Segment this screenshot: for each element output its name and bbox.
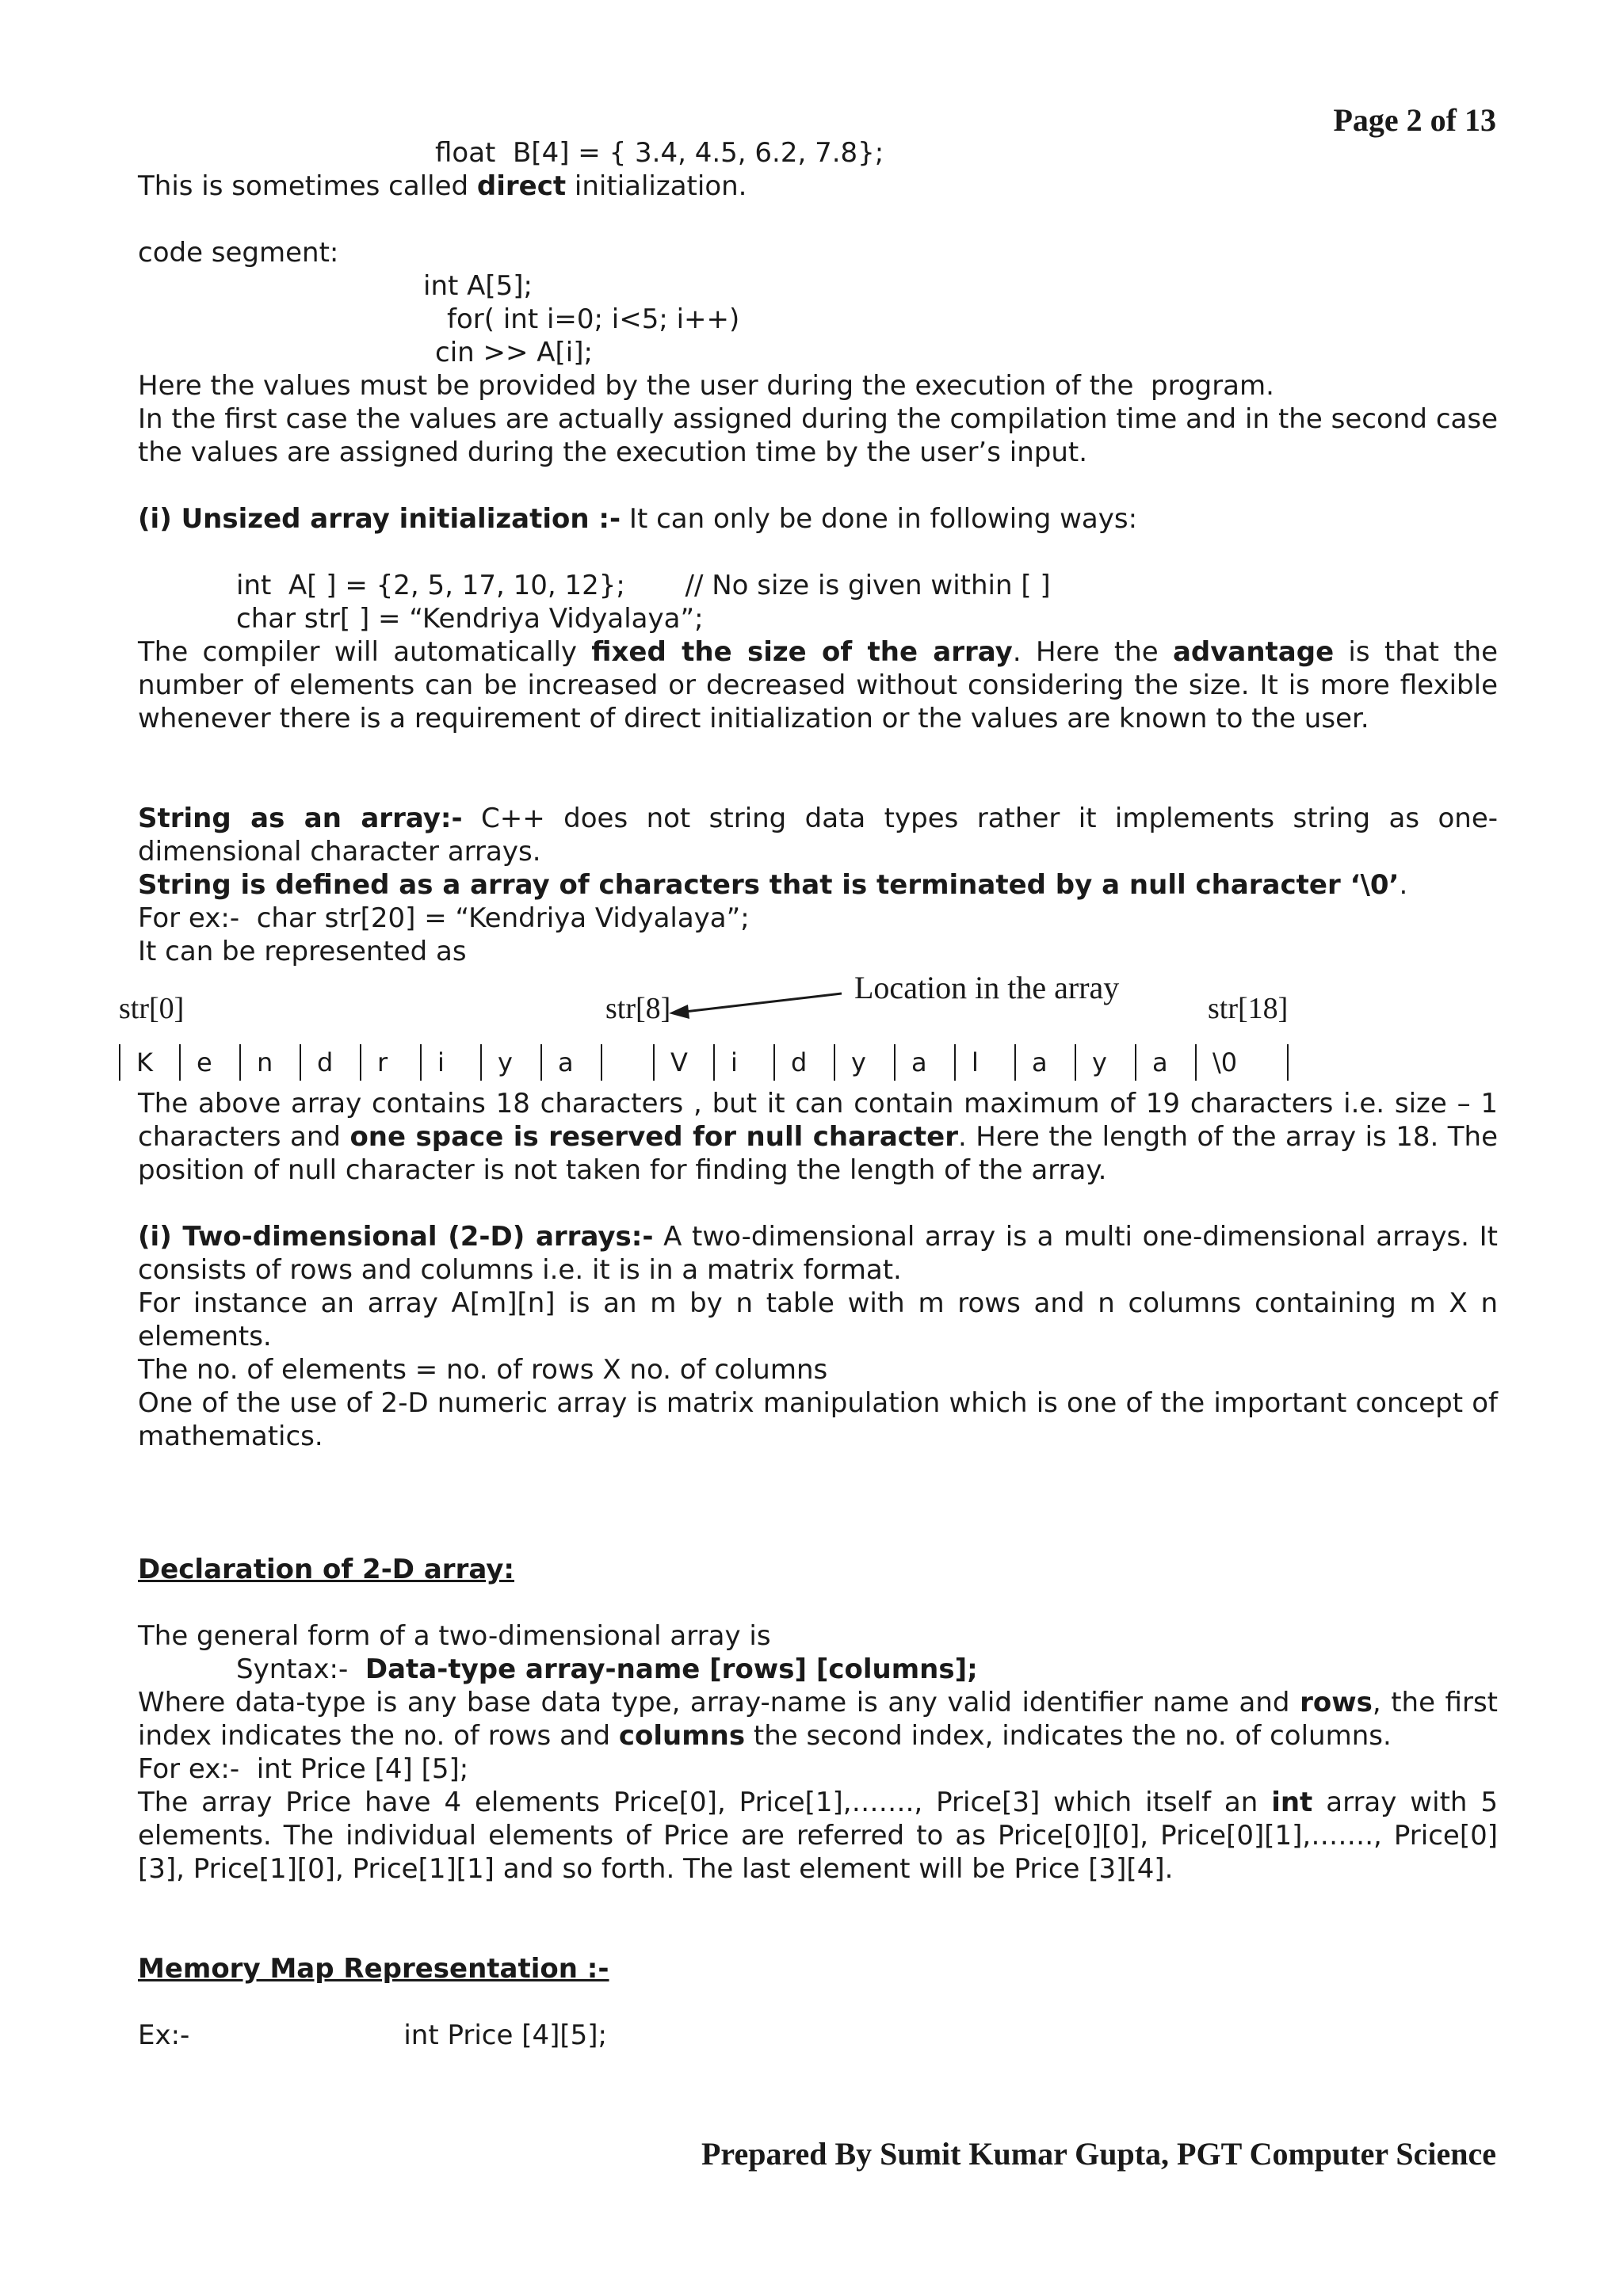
unsized-heading: (i) Unsized array initialization :- It can only be done in following ways: bbox=[138, 503, 1138, 535]
array-cell bbox=[601, 1044, 653, 1081]
string-represented: It can be represented as bbox=[138, 936, 467, 967]
page-content bbox=[119, 136, 1499, 2052]
declaration-syntax: Syntax:- Data-type array-name [rows] [columns]; bbox=[236, 1653, 978, 1685]
array-cell: d bbox=[773, 1044, 834, 1081]
array-cell: \0 bbox=[1195, 1044, 1255, 1081]
direct-sentence: This is sometimes called direct initialization. bbox=[138, 170, 747, 202]
declaration-heading: Declaration of 2-D array: bbox=[138, 1554, 515, 1585]
location-annotation: Location in the array bbox=[854, 970, 1120, 1005]
unsized-code: int A[ ] = {2, 5, 17, 10, 12}; // No size is given within [ ] bbox=[236, 570, 1051, 601]
array-cell: a bbox=[1135, 1044, 1195, 1081]
array-cell: e bbox=[179, 1044, 239, 1081]
array-cell: y bbox=[1075, 1044, 1135, 1081]
array-cell: r bbox=[360, 1044, 420, 1081]
array-cell: n bbox=[239, 1044, 300, 1081]
code-line: cin >> A[i]; bbox=[435, 337, 593, 368]
array-cell: K bbox=[119, 1044, 179, 1081]
unsized-code: char str[ ] = “Kendriya Vidyalaya”; bbox=[236, 603, 704, 635]
string-example: For ex:- char str[20] = “Kendriya Vidyalaya”; bbox=[138, 902, 750, 934]
memory-map-heading: Memory Map Representation :- bbox=[138, 1953, 609, 1985]
declaration-general: The general form of a two-dimensional array is bbox=[138, 1620, 771, 1652]
array-cells bbox=[119, 1044, 1289, 1082]
two-d-count: The no. of elements = no. of rows X no. of columns bbox=[138, 1354, 828, 1386]
declaration-example: For ex:- int Price [4] [5]; bbox=[138, 1753, 469, 1785]
location-arrow bbox=[666, 987, 848, 1027]
two-d-heading: (i) Two-dimensional (2-D) arrays:- A two-dimensional array is a multi one-dimensional arrays. It consists of rows and columns i.e. it is in a matrix format. bbox=[138, 1221, 1498, 1286]
array-cell: l bbox=[954, 1044, 1014, 1081]
declaration-where: Where data-type is any base data type, array-name is any valid identifier name and rows, the first index indicates the no. of rows and columns the second index, indicates the no. of columns. bbox=[138, 1687, 1498, 1752]
array-cell: a bbox=[540, 1044, 601, 1081]
compare-paragraph: In the first case the values are actually assigned during the compilation time and in the second case the values are assigned during the execution time by the user’s input. bbox=[138, 403, 1498, 468]
string-array-diagram bbox=[0, 968, 1498, 1087]
unsized-paragraph: The compiler will automatically fixed the size of the array. Here the advantage is that the number of elements can be increased or decreased without considering the size. It is more flexible whenever there is a requirement of direct initialization or the values are known to the user. bbox=[138, 636, 1498, 734]
array-cell: V bbox=[653, 1044, 713, 1081]
string-definition: String is defined as a array of characters that is terminated by a null character ‘\0’. bbox=[138, 869, 1408, 901]
index-label-mid: str[8] bbox=[605, 992, 671, 1025]
code-segment-label: code segment: bbox=[138, 237, 339, 269]
array-cell: i bbox=[420, 1044, 480, 1081]
float-code: float B[4] = { 3.4, 4.5, 6.2, 7.8}; bbox=[435, 137, 884, 169]
memory-map-example: Ex:- int Price [4][5]; bbox=[138, 2019, 607, 2051]
index-label-right: str[18] bbox=[1208, 992, 1289, 1025]
declaration-price: The array Price have 4 elements Price[0], Price[1],……., Price[3] which itself an int array with 5 elements. The individual elements of Price are referred to as Price[0][0], Price[0][1],……., Price[0][3], Price[1][0], Price[1][1] and so forth. The last element will be Price [3][4]. bbox=[138, 1787, 1499, 1885]
array-cell: a bbox=[1014, 1044, 1075, 1081]
array-end-border bbox=[1287, 1044, 1289, 1081]
string-heading: String as an array:- C++ does not string data types rather it implements string as one-dimensional character arrays. bbox=[138, 803, 1499, 868]
index-label-left: str[0] bbox=[119, 992, 185, 1025]
two-d-use: One of the use of 2-D numeric array is matrix manipulation which is one of the important concept of mathematics. bbox=[138, 1387, 1498, 1452]
array-cell: i bbox=[713, 1044, 773, 1081]
code-line: for( int i=0; i<5; i++) bbox=[447, 303, 740, 335]
string-length-paragraph: The above array contains 18 characters , but it can contain maximum of 19 characters i.e. size – 1 characters and one space is reserved for null character. Here the length of the array is 18. The position of null character is not taken for finding the length of the array. bbox=[138, 1088, 1499, 1186]
page-number: Page 2 of 13 bbox=[1333, 102, 1496, 138]
array-cell: y bbox=[480, 1044, 540, 1081]
two-d-instance: For instance an array A[m][n] is an m by n table with m rows and n columns containing m X n elements. bbox=[138, 1287, 1498, 1352]
array-cell: d bbox=[300, 1044, 360, 1081]
array-cell: y bbox=[834, 1044, 894, 1081]
array-cell: a bbox=[894, 1044, 954, 1081]
code-line: int A[5]; bbox=[423, 270, 533, 302]
user-values-text: Here the values must be provided by the user during the execution of the program. bbox=[138, 370, 1274, 402]
footer-credit: Prepared By Sumit Kumar Gupta, PGT Computer Science bbox=[701, 2136, 1496, 2172]
